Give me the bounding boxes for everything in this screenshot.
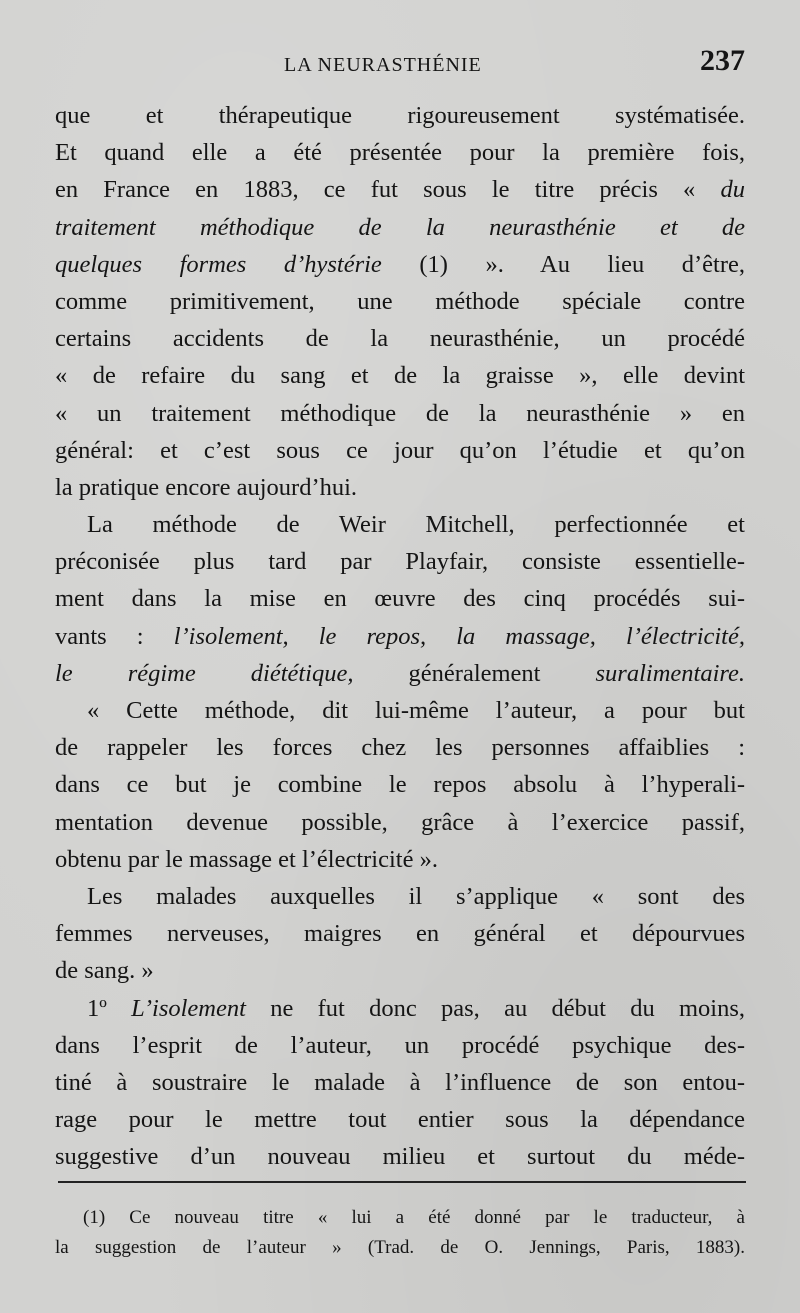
page-header	[55, 44, 745, 84]
text-line: obtenu par le massage et l’électricité ».	[55, 845, 438, 873]
text-line: tiné à soustraire le malade à l’influence de son entou-	[55, 1068, 745, 1096]
text-line: en France en 1883, ce fut sous le titre précis « du	[55, 176, 745, 204]
text-line: suggestive d’un nouveau milieu et surtout du méde-	[55, 1143, 745, 1171]
text-line: femmes nerveuses, maigres en général et dépourvues	[55, 920, 745, 948]
text-line: rage pour le mettre tout entier sous la dépendance	[55, 1106, 745, 1134]
text-line: traitement méthodique de la neurasthénie et de	[55, 213, 745, 241]
footnote-line: (1) Ce nouveau titre « lui a été donné par le traducteur, à	[83, 1207, 745, 1228]
text-line: vants : l’isolement, le repos, la massage, l’électricité,	[55, 622, 745, 650]
text-line: « de refaire du sang et de la graisse », elle devint	[55, 362, 745, 390]
text-line: La méthode de Weir Mitchell, perfectionnée et	[87, 511, 745, 539]
text-line: mentation devenue possible, grâce à l’exercice passif,	[55, 808, 745, 836]
text-line: « un traitement méthodique de la neurasthénie » en	[55, 399, 745, 427]
text-line: 1º L’isolement ne fut donc pas, au début du moins,	[87, 994, 745, 1022]
main-text	[55, 97, 745, 1175]
text-line: de rappeler les forces chez les personnes affaiblies :	[55, 734, 745, 762]
text-line: quelques formes d’hystérie (1) ». Au lieu d’être,	[55, 250, 745, 278]
footnote-line: la suggestion de l’auteur » (Trad. de O. Jennings, Paris, 1883).	[55, 1237, 745, 1258]
running-head: LA NEURASTHÉNIE	[284, 54, 482, 76]
text-line: le régime diététique, généralement suralimentaire.	[55, 659, 746, 687]
footnote	[55, 1203, 745, 1263]
text-line: ment dans la mise en œuvre des cinq procédés sui-	[55, 585, 745, 613]
text-line: dans l’esprit de l’auteur, un procédé psychique des-	[55, 1031, 745, 1059]
text-line: certains accidents de la neurasthénie, un procédé	[55, 325, 745, 353]
text-line: général: et c’est sous ce jour qu’on l’étudie et qu’on	[55, 436, 745, 464]
text-line: comme primitivement, une méthode spéciale contre	[55, 287, 745, 315]
text-line: préconisée plus tard par Playfair, consiste essentielle-	[55, 548, 745, 576]
text-line: Les malades auxquelles il s’applique « sont des	[87, 882, 745, 910]
text-line: Et quand elle a été présentée pour la première fois,	[55, 139, 745, 167]
footnote-divider	[58, 1181, 746, 1183]
text-line: dans ce but je combine le repos absolu à l’hyperali-	[55, 771, 745, 799]
text-line: la pratique encore aujourd’hui.	[55, 473, 358, 501]
text-line: de sang. »	[55, 957, 154, 985]
text-line: que et thérapeutique rigoureusement systématisée.	[55, 102, 745, 129]
text-line: « Cette méthode, dit lui-même l’auteur, a pour but	[87, 697, 745, 724]
page-number: 237	[700, 44, 745, 77]
